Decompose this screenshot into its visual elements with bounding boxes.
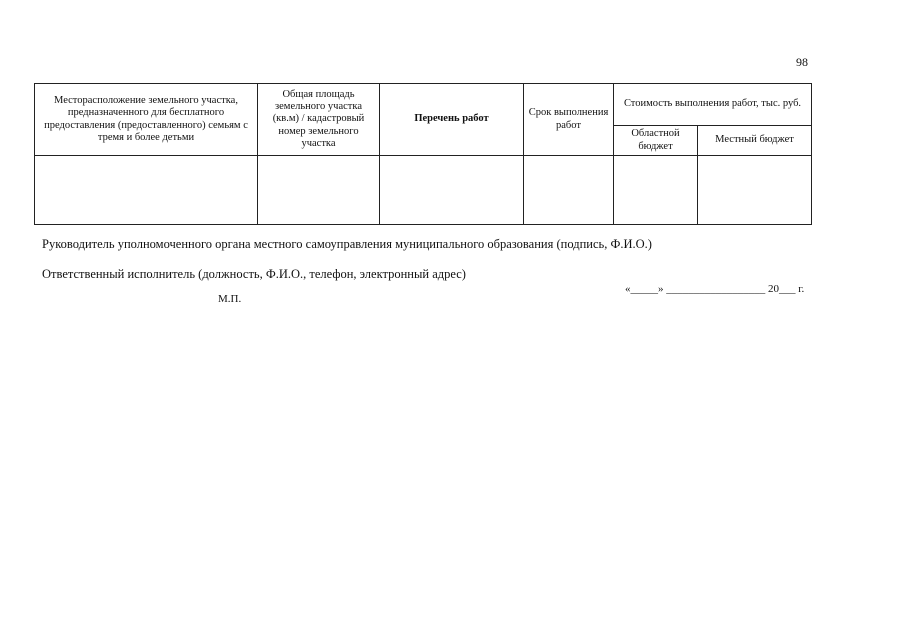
works-table (34, 83, 812, 225)
header-area: Общая площадь земельного участка (кв.м) / кадастровый номер земельного участка (258, 84, 380, 156)
header-local-budget: Местный бюджет (698, 126, 812, 156)
header-location: Месторасположение земельного участка, предназначенного для бесплатного предоставления (предоставленного) семьям с тремя и более детьми (35, 84, 258, 156)
header-cost: Стоимость выполнения работ, тыс. руб. (614, 84, 812, 126)
head-signature-line: Руководитель уполномоченного органа местного самоуправления муниципального образования (подпись, Ф.И.О.) (42, 237, 652, 251)
table-header-row (35, 84, 812, 126)
page-number: 98 (796, 55, 808, 69)
executor-signature-line: Ответственный исполнитель (должность, Ф.И.О., телефон, электронный адрес) (42, 267, 466, 281)
cell-location (35, 156, 258, 225)
header-term: Срок выполнения работ (524, 84, 614, 156)
cell-area (258, 156, 380, 225)
table-row (35, 156, 812, 225)
cell-term (524, 156, 614, 225)
cell-works (380, 156, 524, 225)
header-regional-budget: Областной бюджет (614, 126, 698, 156)
date-line: «_____» __________________ 20___ г. (625, 283, 805, 295)
stamp-place: М.П. (218, 293, 242, 305)
cell-regional-budget (614, 156, 698, 225)
cell-local-budget (698, 156, 812, 225)
header-works: Перечень работ (380, 84, 524, 156)
